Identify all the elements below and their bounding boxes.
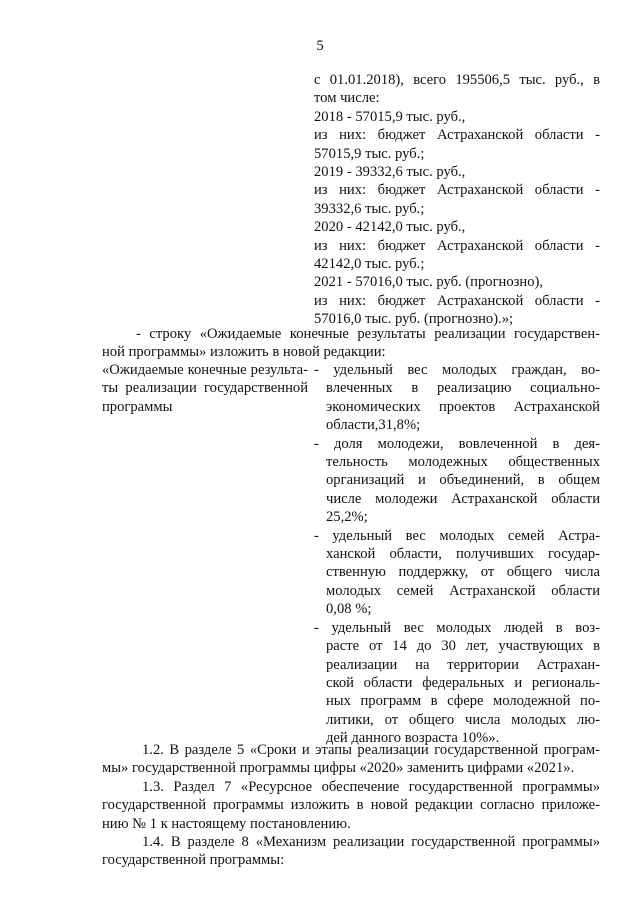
text-line: расте от 14 до 30 лет, участвующих в [326, 638, 600, 655]
funding-continuation [314, 71, 600, 329]
text-line: том числе: [314, 90, 380, 107]
text-line: молодых семей Астраханской области [326, 582, 600, 599]
text-line: 2019 - 39332,6 тыс. руб., [314, 164, 466, 181]
text-line: организаций и объединений, в общем [326, 472, 600, 489]
text-line: - удельный вес молодых людей в воз- [314, 619, 600, 636]
text-line: - удельный вес молодых семей Астра- [314, 527, 600, 544]
text-line: 0,08 %; [326, 601, 372, 618]
text-line: из них: бюджет Астраханской области - [314, 237, 600, 254]
text-line: - строку «Ожидаемые конечные результаты реализации государствен- [136, 326, 600, 342]
text-line: ты реализации государственной [102, 380, 308, 397]
text-line: мы» государственной программы цифры «2020» заменить цифрами «2021». [102, 760, 575, 777]
text-line: 2020 - 42142,0 тыс. руб., [314, 219, 466, 236]
paragraph-1-3 [102, 778, 600, 833]
text-line: ных программ в сфере молодежной по- [326, 693, 600, 710]
paragraph-1-2 [102, 741, 600, 778]
text-line: из них: бюджет Астраханской области - [314, 182, 600, 199]
text-line: реализации на территории Астрахан- [326, 656, 600, 673]
text-line: государственной программы изложить в новой редакции согласно приложе- [102, 797, 600, 814]
text-line: 57016,0 тыс. руб. (прогнозно).»; [314, 311, 514, 328]
text-line: 1.3. Раздел 7 «Ресурсное обеспечение государственной программы» [142, 779, 600, 795]
text-line: 2018 - 57015,9 тыс. руб., [314, 108, 466, 125]
text-line: государственной программы: [102, 852, 285, 869]
paragraph-1-4 [102, 833, 600, 870]
text-line: 39332,6 тыс. руб.; [314, 200, 425, 217]
text-line: ханской области, получивших государ- [326, 546, 600, 563]
text-line: 57015,9 тыс. руб.; [314, 145, 425, 162]
text-line: - удельный вес молодых граждан, во- [314, 362, 600, 378]
text-line: из них: бюджет Астраханской области - [314, 292, 600, 309]
text-line: программы [102, 398, 173, 415]
text-line: «Ожидаемые конечные результа- [102, 362, 308, 378]
text-line: из них: бюджет Астраханской области - [314, 127, 600, 144]
page-number: 5 [316, 38, 324, 54]
table-right-cell [314, 361, 600, 748]
intro-paragraph-cont [102, 343, 600, 361]
text-line: литики, от общего числа молодых лю- [326, 711, 600, 728]
text-line: влеченных в реализацию социально- [326, 380, 600, 397]
table-left-cell [102, 361, 308, 416]
text-line: нию № 1 к настоящему постановлению. [102, 815, 351, 832]
text-line: 1.2. В разделе 5 «Сроки и этапы реализации государственной програм- [142, 742, 600, 758]
text-line: тельность молодежных общественных [326, 454, 600, 471]
text-line: с 01.01.2018), всего 195506,5 тыс. руб., в [314, 72, 600, 88]
intro-paragraph [102, 325, 600, 343]
text-line: экономических проектов Астраханской [326, 398, 600, 415]
text-line: 1.4. В разделе 8 «Механизм реализации государственной программы» [142, 834, 600, 850]
text-line: ственную поддержку, от общего числа [326, 564, 600, 581]
text-line: ской области федеральных и региональ- [326, 674, 600, 691]
text-line: 2021 - 57016,0 тыс. руб. (прогнозно), [314, 274, 544, 291]
text-line: числе молодежи Астраханской области [326, 490, 600, 507]
text-line: дей данного возраста 10%». [326, 730, 500, 747]
text-line: - доля молодежи, вовлеченной в дея- [314, 435, 600, 452]
text-line: области,31,8%; [326, 417, 421, 434]
text-line: 25,2%; [326, 509, 368, 526]
text-line: 42142,0 тыс. руб.; [314, 256, 425, 273]
text-line: ной программы» изложить в новой редакции: [102, 344, 386, 360]
